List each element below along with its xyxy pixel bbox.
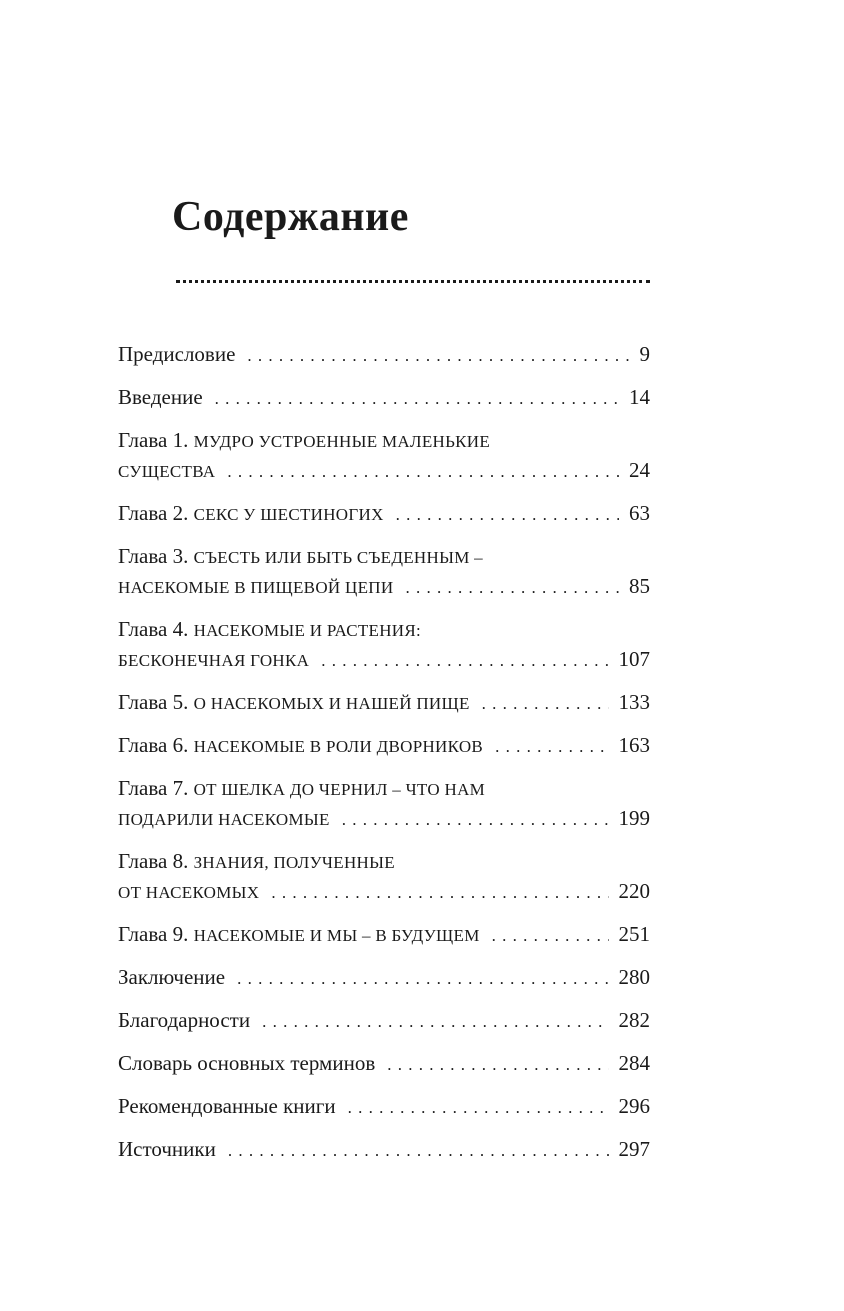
toc-entry[interactable] <box>118 963 650 993</box>
toc-entry-title <box>118 1006 250 1034</box>
toc-page-number: 9 <box>639 342 650 366</box>
dotted-divider <box>176 280 650 283</box>
toc-entry[interactable] <box>118 426 650 486</box>
dot-leader <box>237 965 608 993</box>
toc-entry-chapter-title: НАСЕКОМЫЕ И МЫ – В БУДУЩЕМ <box>193 926 480 945</box>
toc-entry-title <box>118 1092 336 1120</box>
toc-entry-title <box>118 456 215 486</box>
toc-entry-title <box>118 731 483 761</box>
toc-page-number: 296 <box>618 1094 650 1118</box>
toc-entry-title <box>118 920 480 950</box>
toc-entry-title <box>118 804 330 834</box>
toc-entry-label: Заключение <box>118 965 226 989</box>
toc-entry-line <box>118 615 650 645</box>
toc-entry-title <box>118 340 235 368</box>
toc-entry[interactable] <box>118 1049 650 1079</box>
toc-entry-chapter-title: БЕСКОНЕЧНАЯ ГОНКА <box>118 651 310 670</box>
toc-entry-chapter-title: ОТ НАСЕКОМЫХ <box>118 883 260 902</box>
toc-entry-row <box>118 383 650 413</box>
toc-entry-line <box>118 426 650 456</box>
toc-entry-title <box>118 617 421 641</box>
toc-entry-label: Источники <box>118 1137 216 1161</box>
toc-entry-label: Глава 3. <box>118 544 194 568</box>
table-of-contents <box>118 340 650 1178</box>
toc-page-number: 280 <box>618 965 650 989</box>
toc-entry[interactable] <box>118 1006 650 1036</box>
toc-entry-title <box>118 383 203 411</box>
toc-entry-title <box>118 1135 216 1163</box>
toc-entry-title <box>118 849 395 873</box>
toc-entry-title <box>118 1049 375 1077</box>
toc-entry-label: Глава 5. <box>118 690 194 714</box>
dot-leader <box>227 458 619 486</box>
dot-leader <box>228 1137 609 1165</box>
dot-leader <box>271 879 608 907</box>
toc-entry-chapter-title: НАСЕКОМЫЕ В РОЛИ ДВОРНИКОВ <box>193 737 484 756</box>
toc-entry[interactable] <box>118 1135 650 1165</box>
toc-entry-row <box>118 804 650 834</box>
toc-entry-title <box>118 428 490 452</box>
toc-entry-line <box>118 542 650 572</box>
toc-entry-label: Глава 7. <box>118 776 194 800</box>
toc-page-number: 133 <box>618 690 650 714</box>
toc-page-number: 251 <box>618 922 650 946</box>
toc-entry-row <box>118 920 650 950</box>
toc-entry-line <box>118 774 650 804</box>
toc-entry[interactable] <box>118 383 650 413</box>
toc-entry-line <box>118 847 650 877</box>
dot-leader <box>482 690 609 718</box>
toc-entry-chapter-title: ЗНАНИЯ, ПОЛУЧЕННЫЕ <box>193 853 395 872</box>
toc-entry-label: Благодарности <box>118 1008 251 1032</box>
toc-entry[interactable] <box>118 1092 650 1122</box>
toc-entry-label: Глава 2. <box>118 501 194 525</box>
dot-leader <box>342 806 609 834</box>
toc-entry[interactable] <box>118 920 650 950</box>
dot-leader <box>247 342 629 370</box>
toc-entry-row <box>118 1092 650 1122</box>
dot-leader <box>492 922 609 950</box>
toc-entry-label: Словарь основных терминов <box>118 1051 376 1075</box>
toc-page-number: 14 <box>629 385 650 409</box>
toc-entry-label: Глава 8. <box>118 849 194 873</box>
toc-entry-chapter-title: НАСЕКОМЫЕ И РАСТЕНИЯ: <box>193 621 422 640</box>
toc-entry-label: Глава 1. <box>118 428 194 452</box>
toc-entry[interactable] <box>118 688 650 718</box>
toc-entry-row <box>118 1049 650 1079</box>
toc-entry-title <box>118 877 259 907</box>
toc-entry-chapter-title: МУДРО УСТРОЕННЫЕ МАЛЕНЬКИЕ <box>193 432 491 451</box>
toc-page-number: 220 <box>618 879 650 903</box>
toc-entry-label: Рекомендованные книги <box>118 1094 336 1118</box>
dot-leader <box>495 733 608 761</box>
toc-entry-row <box>118 645 650 675</box>
toc-entry-title <box>118 645 309 675</box>
toc-entry[interactable] <box>118 340 650 370</box>
toc-entry[interactable] <box>118 499 650 529</box>
toc-entry-row <box>118 688 650 718</box>
toc-entry-row <box>118 877 650 907</box>
toc-entry-chapter-title: ПОДАРИЛИ НАСЕКОМЫЕ <box>118 810 330 829</box>
dot-leader <box>321 647 608 675</box>
dot-leader <box>215 385 619 413</box>
toc-entry[interactable] <box>118 774 650 834</box>
toc-entry-title <box>118 963 225 991</box>
dot-leader <box>387 1051 608 1079</box>
toc-entry-row <box>118 731 650 761</box>
dot-leader <box>262 1008 608 1036</box>
dot-leader <box>396 501 619 529</box>
toc-page-number: 107 <box>618 647 650 671</box>
toc-entry[interactable] <box>118 542 650 602</box>
toc-page-number: 85 <box>629 574 650 598</box>
toc-entry-row <box>118 1006 650 1036</box>
toc-entry-chapter-title: О НАСЕКОМЫХ И НАШЕЙ ПИЩЕ <box>193 694 470 713</box>
toc-entry-row <box>118 340 650 370</box>
toc-entry-row <box>118 572 650 602</box>
toc-entry[interactable] <box>118 731 650 761</box>
toc-entry-title <box>118 572 393 602</box>
toc-entry-title <box>118 688 470 718</box>
toc-entry-chapter-title: СЕКС У ШЕСТИНОГИХ <box>193 505 384 524</box>
toc-entry-chapter-title: СЪЕСТЬ ИЛИ БЫТЬ СЪЕДЕННЫМ – <box>193 548 483 567</box>
toc-page-number: 282 <box>618 1008 650 1032</box>
toc-page-number: 199 <box>618 806 650 830</box>
toc-entry-title <box>118 499 384 529</box>
toc-entry-title <box>118 544 483 568</box>
toc-entry-row <box>118 456 650 486</box>
toc-entry-label: Предисловие <box>118 342 236 366</box>
toc-page-number: 284 <box>618 1051 650 1075</box>
toc-page-number: 24 <box>629 458 650 482</box>
toc-entry-label: Глава 9. <box>118 922 194 946</box>
toc-page-number: 63 <box>629 501 650 525</box>
toc-entry-title <box>118 776 485 800</box>
dot-leader <box>405 574 619 602</box>
toc-entry-chapter-title: СУЩЕСТВА <box>118 462 216 481</box>
toc-entry[interactable] <box>118 847 650 907</box>
toc-entry-label: Введение <box>118 385 203 409</box>
dot-leader <box>348 1094 609 1122</box>
toc-entry-label: Глава 4. <box>118 617 194 641</box>
toc-entry-chapter-title: ОТ ШЕЛКА ДО ЧЕРНИЛ – ЧТО НАМ <box>193 780 486 799</box>
toc-entry-label: Глава 6. <box>118 733 194 757</box>
toc-entry-row <box>118 499 650 529</box>
toc-page-number: 163 <box>618 733 650 757</box>
toc-entry-chapter-title: НАСЕКОМЫЕ В ПИЩЕВОЙ ЦЕПИ <box>118 578 394 597</box>
toc-entry-row <box>118 1135 650 1165</box>
toc-page-number: 297 <box>618 1137 650 1161</box>
toc-entry-row <box>118 963 650 993</box>
page-title: Содержание <box>172 194 409 240</box>
toc-entry[interactable] <box>118 615 650 675</box>
